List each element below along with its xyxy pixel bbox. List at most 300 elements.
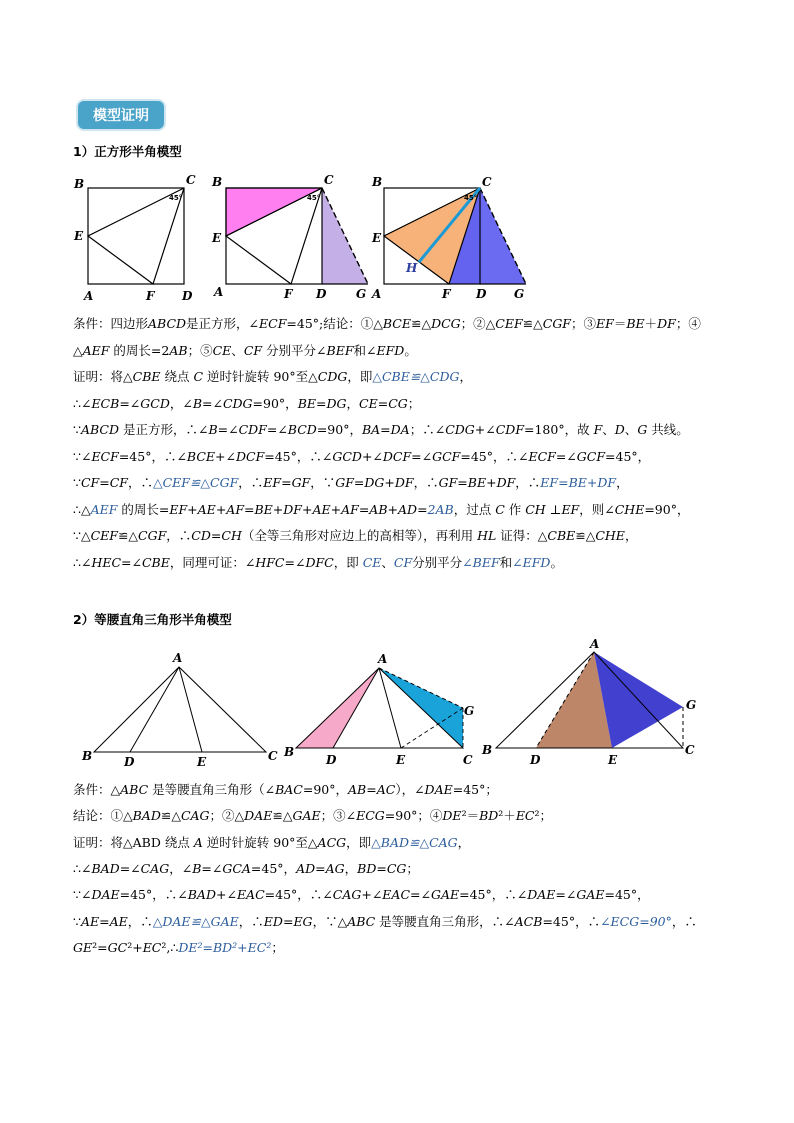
text-run: ；②△ (209, 808, 245, 824)
text-run: ≌△ (410, 316, 432, 331)
text-run: ＋ (644, 316, 658, 331)
text-run: ²＋ (498, 808, 516, 824)
math-symbol: DF (496, 475, 516, 490)
math-symbol: AC (376, 782, 396, 797)
text-run: =∠ (410, 887, 431, 903)
label-d: D (316, 287, 327, 301)
text-run: ≌△ (575, 528, 596, 543)
text-run: + (486, 475, 497, 490)
math-symbol: ABCD (148, 316, 187, 331)
label-a: A (378, 652, 388, 666)
math-symbol: ECF (91, 448, 119, 464)
math-symbol: DG (364, 475, 385, 490)
text-line (73, 861, 419, 877)
text-run: = (376, 860, 387, 876)
text-run: = (353, 475, 365, 490)
math-symbol: EC (515, 808, 535, 824)
highlighted-math: CF (393, 554, 413, 570)
math-symbol: ACG (317, 834, 347, 850)
text-run: 结论：①△ (73, 808, 133, 824)
label-c: C (324, 173, 334, 187)
text-run: ，∴ (238, 475, 264, 490)
label-e: E (608, 753, 618, 767)
text-run: =∠ (119, 395, 141, 411)
text-run: 。 (550, 554, 563, 570)
text-run: 逆时针旋转 90°至△ (203, 369, 318, 384)
text-run: ≌△ (160, 808, 181, 824)
math-symbol: CDG (445, 422, 475, 437)
math-symbol: BAD (132, 808, 161, 824)
math-symbol: AB (169, 342, 188, 358)
text-run: =∠ (202, 395, 223, 411)
text-run: =45°， (604, 887, 650, 903)
text-run: 是正方形，∠ (186, 316, 260, 331)
text-run: = (210, 528, 222, 543)
label-g: G (356, 287, 367, 301)
math-symbol: AB (369, 501, 388, 517)
math-symbol: BD (357, 860, 377, 876)
math-symbol: GAE (430, 887, 460, 903)
math-symbol: F (593, 422, 603, 437)
text-line (73, 449, 650, 465)
text-run: =∠ (555, 887, 577, 903)
text-run: ，∠ (169, 860, 193, 876)
text-run: + (384, 475, 395, 490)
text-run: ，∴ (515, 475, 541, 490)
square-diagram-2 (208, 170, 378, 305)
math-symbol: AD (398, 501, 418, 517)
text-line (73, 343, 417, 359)
text-run: =45°， (605, 448, 651, 464)
text-line (73, 528, 637, 544)
math-symbol: AD (296, 860, 316, 876)
text-run: =45°，∴∠ (264, 448, 333, 464)
math-symbol: CBE (141, 554, 170, 570)
math-symbol: CGF (138, 528, 167, 543)
text-run: ，∵△ (312, 913, 348, 929)
text-run: ∴∠ (73, 554, 92, 570)
text-run: ∵ (73, 475, 81, 490)
math-symbol: CDF (238, 422, 267, 437)
math-symbol: DG (326, 395, 347, 411)
text-run: 和∠ (353, 342, 377, 358)
text-run: ²= (92, 939, 108, 955)
label-e: E (212, 231, 222, 245)
text-run: 、 (381, 554, 394, 570)
math-symbol: EG (293, 913, 313, 929)
text-run: ∵∠ (73, 887, 92, 903)
label-c: C (463, 753, 473, 767)
math-symbol: CGF (542, 316, 571, 331)
label-a: A (590, 637, 600, 651)
text-run: +∠ (215, 448, 236, 464)
text-line (73, 835, 470, 851)
text-run: =90°， (644, 501, 690, 517)
math-symbol: BAD (91, 860, 120, 876)
text-line (73, 369, 472, 385)
math-symbol: BCE (382, 316, 411, 331)
math-symbol: CDG (222, 395, 253, 411)
text-run: +∠ (215, 887, 237, 903)
text-run: =90°， (302, 782, 349, 797)
math-symbol: DFC (305, 554, 334, 570)
text-line (73, 887, 650, 903)
text-run: ， (459, 369, 473, 384)
highlighted-math: EF=BE+DF (540, 475, 617, 490)
text-run: ∵△ (73, 528, 91, 543)
math-symbol: ACB (514, 913, 543, 929)
text-run: =∠ (217, 422, 239, 437)
text-run: ，即 (346, 834, 372, 850)
text-run: ≌△ (522, 316, 543, 331)
text-run: + (301, 501, 313, 517)
label-b: B (372, 175, 383, 189)
math-symbol: GAE (576, 887, 605, 903)
text-run: + (387, 501, 398, 517)
text-run: = (417, 501, 428, 517)
text-run: ²+ (127, 939, 143, 955)
text-run: 是等腰直角三角形（∠ (148, 782, 276, 797)
math-symbol: C (193, 369, 204, 384)
text-run: =∠ (266, 422, 288, 437)
math-symbol: BCE (186, 448, 216, 464)
text-run: + (272, 501, 284, 517)
text-run: = (244, 501, 255, 517)
math-symbol: DF (283, 501, 302, 517)
math-symbol: B (192, 395, 203, 411)
text-run: ∴∠ (73, 860, 92, 876)
math-symbol: CF (243, 342, 263, 358)
text-run: ；②△ (460, 316, 496, 331)
label-f: F (284, 287, 293, 301)
text-line (73, 782, 498, 798)
math-symbol: AF (226, 501, 244, 517)
highlighted-math: ∠EFD (512, 554, 551, 570)
text-run: =45°;结论：①△ (286, 316, 383, 331)
math-symbol: EF (561, 501, 580, 517)
text-run: （全等三角形对应边上的高相等），再利用 (241, 528, 478, 543)
text-run: =90°， (252, 395, 298, 411)
label-a: A (173, 651, 183, 665)
math-symbol: ABCD (80, 422, 119, 437)
math-symbol: EAC (382, 887, 411, 903)
label-b: B (284, 745, 295, 759)
text-run: ，即 (333, 554, 363, 570)
text-run: ， (457, 834, 471, 850)
text-run: ，∴ (238, 913, 264, 929)
text-run: =45°，∴∠ (118, 448, 187, 464)
text-run: 、 (602, 422, 615, 437)
highlighted-math: △CEF≌△CGF (152, 475, 239, 490)
text-run: =∠ (284, 554, 306, 570)
highlighted-math: △DAE≌△GAE (152, 913, 239, 929)
math-symbol: EC (142, 939, 162, 955)
math-symbol: CDG (317, 369, 348, 384)
text-line (73, 422, 689, 438)
math-symbol: AB (348, 782, 367, 797)
math-symbol: DAE (244, 808, 273, 824)
math-symbol: DAE (527, 887, 556, 903)
math-symbol: CH (525, 501, 546, 517)
text-run: ；④ (675, 316, 701, 331)
math-symbol: DA (390, 422, 410, 437)
math-symbol: GF (291, 475, 311, 490)
text-line (73, 502, 689, 518)
square-diagram-1 (70, 170, 200, 305)
text-line (73, 808, 552, 824)
highlighted-math: △BAD≌△CAG (371, 834, 458, 850)
text-run: = (315, 860, 326, 876)
math-symbol: AE (312, 501, 331, 517)
text-run: +∠ (474, 422, 496, 437)
math-symbol: EAC (236, 887, 265, 903)
text-run: ∴∠ (73, 395, 92, 411)
triangle-diagram-3 (480, 634, 705, 769)
math-symbol: CHE (595, 528, 625, 543)
math-symbol: CF (109, 475, 128, 490)
angle-label: 45° (169, 194, 183, 202)
text-run: 条件：四边形 (73, 316, 149, 331)
text-run: = (366, 782, 377, 797)
text-run: ， (346, 395, 360, 411)
text-run: ），∠ (395, 782, 425, 797)
math-symbol: GE (73, 939, 93, 955)
text-run: ，∴ (413, 475, 439, 490)
text-run: ²； (534, 808, 553, 824)
text-run: 的周长= (117, 501, 170, 517)
text-run: = (282, 913, 294, 929)
text-run: ， (344, 860, 358, 876)
text-run: ；③∠ (320, 808, 357, 824)
math-symbol: GCF (432, 448, 461, 464)
math-symbol: BE (626, 316, 645, 331)
math-symbol: HEC (91, 554, 122, 570)
text-run: ； (271, 939, 284, 955)
label-g: G (686, 698, 697, 712)
label-e: E (197, 755, 207, 769)
math-symbol: AG (325, 860, 345, 876)
label-d: D (124, 755, 135, 769)
section-badge: 模型证明 (78, 101, 164, 129)
text-run: +∠ (361, 448, 383, 464)
text-run: 和 (499, 554, 513, 570)
math-symbol: GC (107, 939, 128, 955)
math-symbol: CEF (90, 528, 118, 543)
math-symbol: BEF (326, 342, 354, 358)
math-symbol: EF (169, 501, 188, 517)
text-line (73, 396, 420, 412)
math-symbol: GF (335, 475, 354, 490)
math-symbol: ED (263, 913, 283, 929)
math-symbol: HFC (255, 554, 285, 570)
text-run: 逆时针旋转 90°至△ (202, 834, 318, 850)
highlighted-math: 2AB (427, 501, 454, 517)
text-run: 是等腰直角三角形，∴∠ (375, 913, 515, 929)
math-symbol: CAG (332, 887, 362, 903)
label-d: D (476, 287, 487, 301)
text-run: ；③ (570, 316, 596, 331)
text-run: ∴△ (73, 501, 91, 517)
text-run: 。 (404, 342, 417, 358)
text-run: + (215, 501, 227, 517)
label-c: C (482, 175, 492, 189)
math-symbol: DAE (91, 887, 120, 903)
text-run: =90°， (316, 422, 362, 437)
math-symbol: GCA (222, 860, 251, 876)
label-e: E (372, 231, 382, 245)
text-run: ；∴∠ (409, 422, 446, 437)
math-symbol: CAG (140, 860, 170, 876)
math-symbol: AE (109, 913, 128, 929)
label-a: A (84, 289, 94, 303)
text-line (73, 555, 563, 571)
math-symbol: CG (386, 860, 407, 876)
math-symbol: DF (394, 475, 414, 490)
math-symbol: DF (657, 316, 676, 331)
text-run: = (358, 501, 370, 517)
math-symbol: C (495, 501, 505, 517)
math-symbol: CDF (495, 422, 524, 437)
text-run: +∠ (361, 887, 383, 903)
math-symbol: BE (297, 395, 316, 411)
math-symbol: AE (80, 913, 100, 929)
math-symbol: GCD (332, 448, 362, 464)
text-run: ≌△ (272, 808, 293, 824)
math-symbol: CD (191, 528, 211, 543)
text-run: =180°，故 (524, 422, 594, 437)
math-symbol: DCG (431, 316, 461, 331)
math-symbol: BD (479, 808, 499, 824)
text-run: =45°，∴ (542, 913, 601, 929)
math-symbol: ABC (120, 782, 149, 797)
text-run: ≌△ (117, 528, 139, 543)
text-run: =∠ (201, 860, 223, 876)
label-a: A (372, 287, 382, 301)
math-symbol: D (614, 422, 625, 437)
text-run: ＝ (613, 316, 627, 331)
label-b: B (482, 743, 493, 757)
math-symbol: BE (254, 501, 273, 517)
math-symbol: EF (596, 316, 614, 331)
label-c: C (685, 743, 695, 757)
square-diagram-3 (366, 170, 541, 305)
math-symbol: GCF (576, 448, 606, 464)
label-g: G (514, 287, 525, 301)
text-run: 、 (624, 422, 638, 437)
section2-title: 2）等腰直角三角形半角模型 (73, 612, 232, 627)
label-d: D (326, 753, 337, 767)
math-symbol: DCF (382, 448, 412, 464)
math-symbol: ABC (347, 913, 376, 929)
text-run: 绕点 (160, 369, 194, 384)
text-run: △ (73, 342, 83, 358)
math-symbol: CHE (614, 501, 645, 517)
text-run: 作 (504, 501, 526, 517)
highlighted-math: ∠ECG=90° (600, 913, 672, 929)
highlighted-math: DE²=BD²+EC² (178, 939, 272, 955)
math-symbol: ECG (356, 808, 385, 824)
text-run: ，∴ (127, 913, 153, 929)
math-symbol: A (193, 834, 203, 850)
text-run: ²＝ (461, 808, 480, 824)
text-run: = (457, 475, 468, 490)
math-symbol: AEF (82, 342, 110, 358)
text-run: ； (406, 860, 419, 876)
label-a: A (214, 285, 224, 299)
label-f: F (442, 287, 451, 301)
math-symbol: BAD (187, 887, 216, 903)
text-run: 分别平分∠ (262, 342, 327, 358)
math-symbol: HL (477, 528, 497, 543)
text-run: =45°，∴∠ (264, 887, 333, 903)
text-run: ，则∠ (579, 501, 615, 517)
text-run: 共线。 (647, 422, 689, 437)
text-line (73, 940, 284, 956)
text-run: 证得：△ (496, 528, 548, 543)
math-symbol: GCD (140, 395, 170, 411)
math-symbol: GF (438, 475, 458, 490)
label-e: E (396, 753, 406, 767)
label-h: H (406, 261, 418, 275)
text-run: =∠ (121, 554, 142, 570)
text-run: 证明：将△ (73, 369, 133, 384)
text-line (73, 914, 697, 930)
text-run: =∠ (555, 448, 577, 464)
triangle-diagram-2 (282, 652, 487, 767)
text-run: 是正方形，∴∠ (118, 422, 209, 437)
math-symbol: B (208, 422, 218, 437)
angle-label: 45° (464, 194, 478, 202)
text-run: ，∠ (169, 395, 193, 411)
section1-title: 1）正方形半角模型 (73, 144, 182, 159)
text-line (73, 475, 629, 491)
math-symbol: BAC (275, 782, 303, 797)
text-run: + (330, 501, 342, 517)
text-run: ，∴ (127, 475, 153, 490)
math-symbol: ECB (91, 395, 120, 411)
text-run: + (187, 501, 198, 517)
highlighted-math: △CBE≌△CDG (372, 369, 460, 384)
text-run: =45°，∴∠ (119, 887, 188, 903)
text-run: =45°，∴∠ (460, 448, 529, 464)
text-run: 条件：△ (73, 782, 121, 797)
label-b: B (82, 749, 93, 763)
highlighted-math: CE (362, 554, 382, 570)
math-symbol: BA (361, 422, 381, 437)
text-run: =45°，∴∠ (459, 887, 528, 903)
text-run: ，∴ (671, 913, 697, 929)
math-symbol: AE (197, 501, 216, 517)
text-run: ²,∴ (161, 939, 179, 955)
math-symbol: CH (221, 528, 242, 543)
angle-label: 45° (307, 194, 321, 202)
math-symbol: B (192, 860, 202, 876)
math-symbol: G (637, 422, 648, 437)
text-run: =∠ (411, 448, 433, 464)
label-c: C (186, 173, 196, 187)
math-symbol: DE (442, 808, 462, 824)
text-line (73, 316, 701, 332)
text-run: = (99, 913, 110, 929)
math-symbol: ECF (259, 316, 287, 331)
math-symbol: BE (467, 475, 487, 490)
text-run: = (281, 475, 292, 490)
label-d: D (530, 753, 541, 767)
math-symbol: CEF (495, 316, 523, 331)
label-b: B (74, 177, 85, 191)
math-symbol: GAE (292, 808, 321, 824)
text-run: ，∵ (310, 475, 336, 490)
